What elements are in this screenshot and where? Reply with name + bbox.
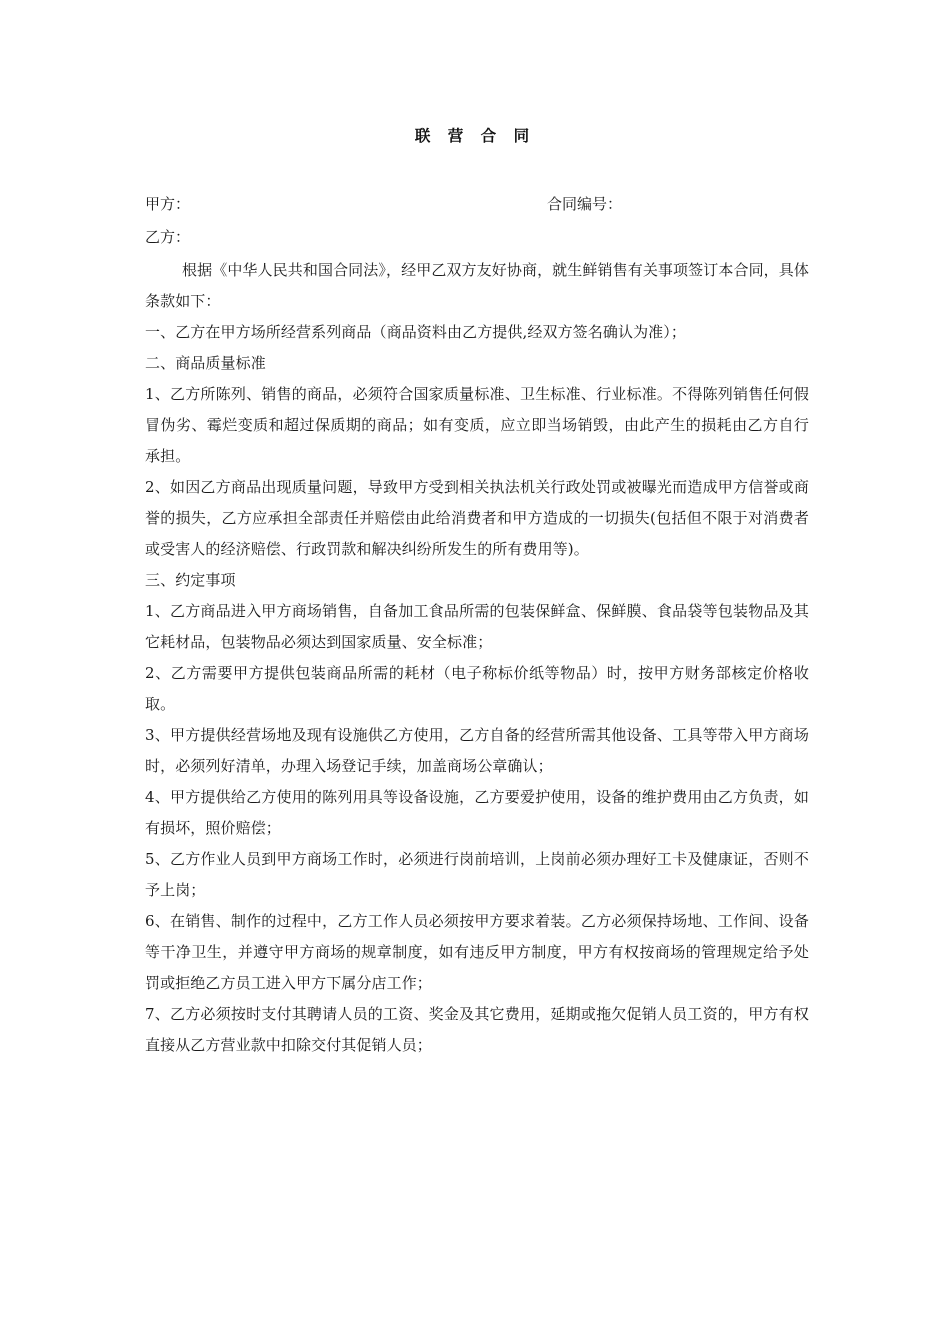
clause-1: 一、乙方在甲方场所经营系列商品（商品资料由乙方提供,经双方签名确认为准）； <box>145 323 686 341</box>
contract-number-label: 合同编号： <box>547 195 623 213</box>
party-a-label: 甲方： <box>145 195 191 213</box>
quality-clause-2: 2、如因乙方商品出现质量问题，导致甲方受到相关执法机关行政处罚或被曝光而造成甲方信誉或商誉的损失，乙方应承担全部责任并赔偿由此给消费者和甲方造成的一切损失(包括但不限于对消费者或受害人的经济赔偿、行政罚款和解决纠纷所发生的所有费用等)。 <box>145 478 809 558</box>
section-heading-quality: 二、商品质量标准 <box>145 354 266 372</box>
agreement-clause-6: 6、在销售、制作的过程中，乙方工作人员必须按甲方要求着装。乙方必须保持场地、工作间、设备等干净卫生，并遵守甲方商场的规章制度，如有违反甲方制度，甲方有权按商场的管理规定给予处罚或拒绝乙方员工进入甲方下属分店工作； <box>145 912 809 992</box>
party-b-label: 乙方： <box>145 228 191 246</box>
party-a-row <box>145 192 805 216</box>
section-heading-agreements: 三、约定事项 <box>145 571 236 589</box>
agreement-clause-4: 4、甲方提供给乙方使用的陈列用具等设备设施，乙方要爱护使用，设备的维护费用由乙方负责，如有损坏，照价赔偿； <box>145 788 809 837</box>
agreement-clause-2: 2、乙方需要甲方提供包装商品所需的耗材（电子称标价纸等物品）时，按甲方财务部核定价格收取。 <box>145 664 809 713</box>
agreement-clause-7: 7、乙方必须按时支付其聘请人员的工资、奖金及其它费用，延期或拖欠促销人员工资的，甲方有权直接从乙方营业款中扣除交付其促销人员； <box>145 1005 809 1054</box>
contract-body <box>145 255 809 1061</box>
document-title: 联 营 合 同 <box>414 127 536 145</box>
party-b-row <box>145 225 805 249</box>
quality-clause-1: 1、乙方所陈列、销售的商品，必须符合国家质量标准、卫生标准、行业标准。不得陈列销售任何假冒伪劣、霉烂变质和超过保质期的商品；如有变质，应立即当场销毁，由此产生的损耗由乙方自行承担。 <box>145 385 809 465</box>
preamble-paragraph: 根据《中华人民共和国合同法》，经甲乙双方友好协商，就生鲜销售有关事项签订本合同，具体条款如下： <box>145 261 809 310</box>
agreement-clause-3: 3、甲方提供经营场地及现有设施供乙方使用，乙方自备的经营所需其他设备、工具等带入甲方商场时，必须列好清单，办理入场登记手续，加盖商场公章确认； <box>145 726 809 775</box>
agreement-clause-5: 5、乙方作业人员到甲方商场工作时，必须进行岗前培训，上岗前必须办理好工卡及健康证，否则不予上岗； <box>145 850 809 899</box>
agreement-clause-1: 1、乙方商品进入甲方商场销售，自备加工食品所需的包装保鲜盒、保鲜膜、食品袋等包装物品及其它耗材品，包装物品必须达到国家质量、安全标准； <box>145 602 809 651</box>
